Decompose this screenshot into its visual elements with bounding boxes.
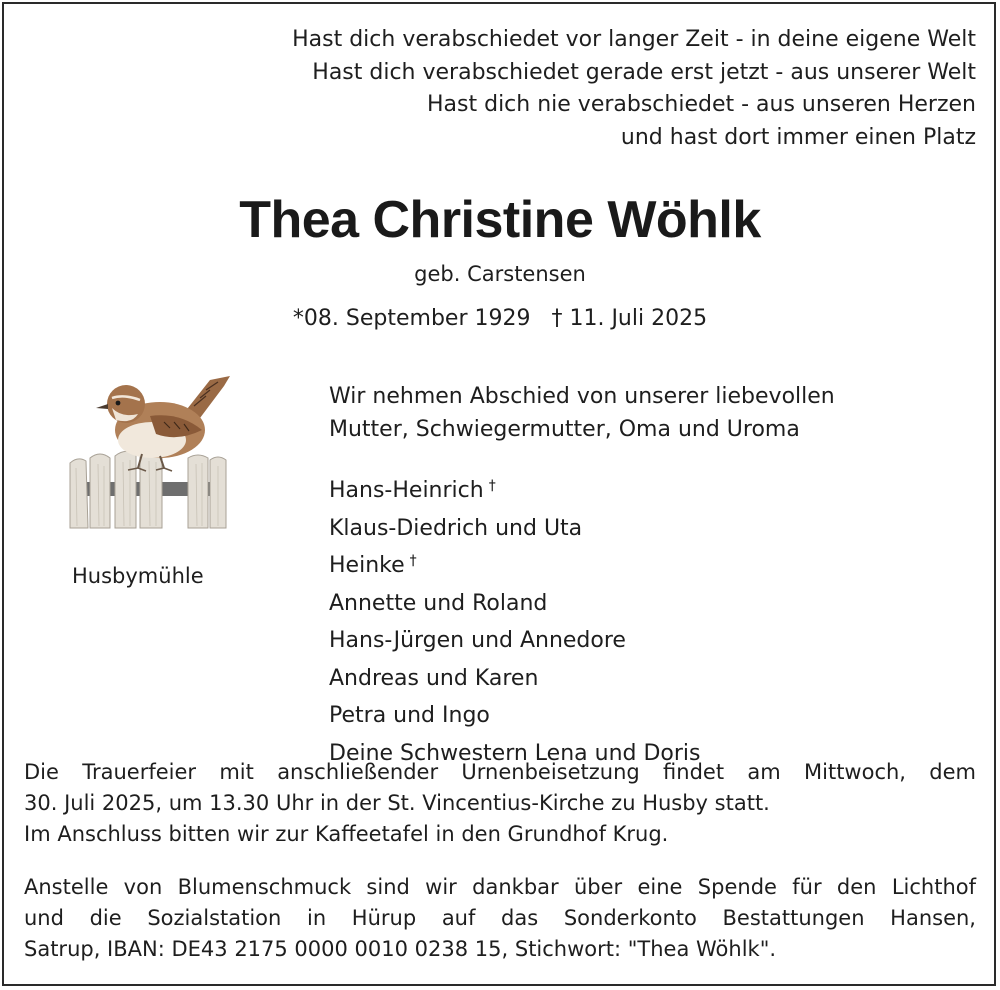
funeral-line: Im Anschluss bitten wir zur Kaffeetafel in den Grundhof Krug. [24,822,669,846]
donation-line: Satrup, IBAN: DE43 2175 0000 0010 0238 15, Stichwort: "Thea Wöhlk". [24,937,777,961]
funeral-line: 30. Juli 2025, um 13.30 Uhr in der St. Vincentius-Kirche zu Husby statt. [24,791,770,815]
family-member [329,695,706,733]
poem-line: Hast dich verabschiedet gerade erst jetzt - aus unserer Welt [312,59,976,85]
family-member [329,583,706,621]
family-member-name: Klaus-Diedrich und Uta [329,515,583,541]
donation-info [24,872,976,965]
family-member-name: Hans-Heinrich [329,478,484,503]
poem-line: Hast dich nie verabschiedet - aus unseren Herzen [427,92,976,117]
funeral-line: Die Trauerfeier mit anschließender Urnenbeisetzung findet am Mittwoch, dem [24,760,976,784]
family-member-name: Andreas und Karen [329,665,539,691]
family-member [329,620,706,658]
donation-line: und die Sozialstation in Hürup auf das Sonderkonto Bestattungen Hansen, [24,906,976,930]
poem-line: und hast dort immer einen Platz [620,124,976,150]
poem [292,24,976,154]
life-dates: *08. September 1929 † 11. Juli 2025 [292,306,708,331]
family-member [329,658,706,696]
deceased-cross: † [488,478,496,494]
funeral-info [24,757,976,850]
birth-name: geb. Carstensen [414,262,586,286]
farewell-intro [329,380,835,446]
poem-line: Hast dich verabschiedet vor langer Zeit - in deine eigene Welt [292,27,976,52]
deceased-cross: † [409,553,417,569]
wren-on-fence-illustration [60,368,240,533]
family-member-name: Deine Schwestern Lena und Doris [329,740,701,766]
family-member [329,470,706,508]
deceased-name: Thea Christine Wöhlk [239,191,761,249]
family-list [329,470,706,770]
intro-line: Mutter, Schwiegermutter, Oma und Uroma [329,417,800,442]
family-member [329,545,706,583]
intro-line: Wir nehmen Abschied von unserer liebevollen [329,384,835,409]
family-member-name: Heinke [329,553,405,578]
place-name: Husbymühle [72,564,204,588]
family-member [329,508,706,546]
family-member-name: Hans-Jürgen und Annedore [329,628,626,653]
family-member-name: Petra und Ingo [329,703,490,728]
donation-line: Anstelle von Blumenschmuck sind wir dankbar über eine Spende für den Lichthof [24,875,976,899]
family-member-name: Annette und Roland [329,590,548,616]
